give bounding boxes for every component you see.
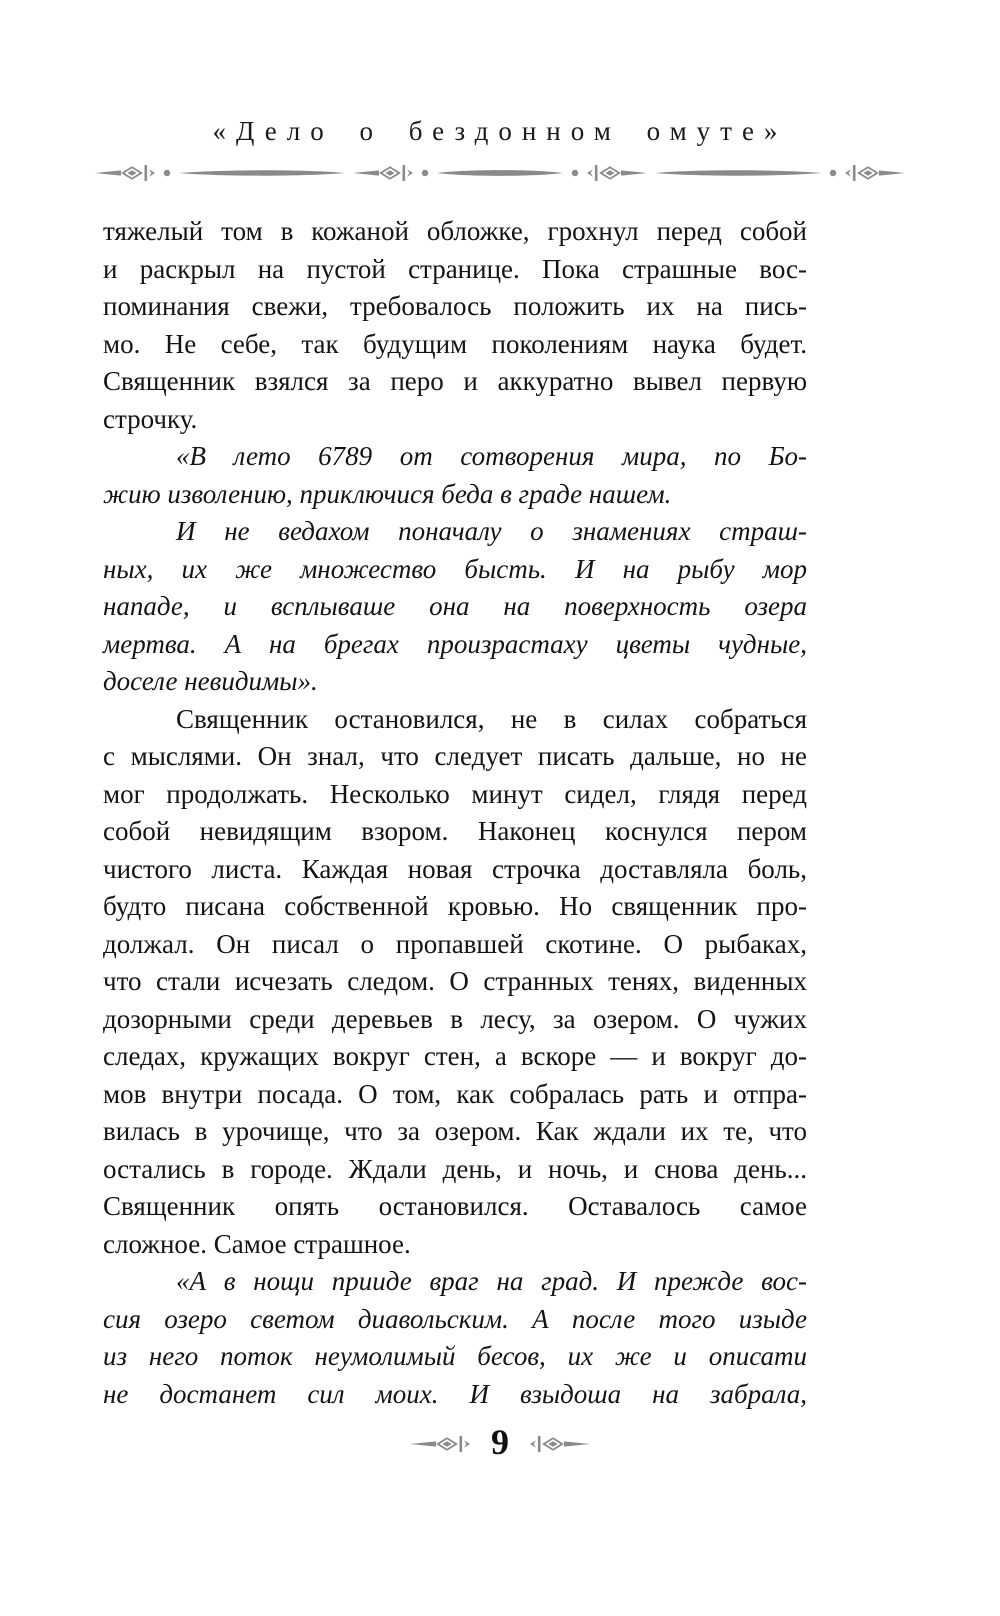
text-line: тяжелый том в кожаной обложке, грохнул перед собой bbox=[103, 216, 807, 246]
text-line: жию изволению, приключися беда в граде нашем. bbox=[103, 478, 672, 509]
text-line: будто писана собственной кровью. Но священник про- bbox=[103, 891, 807, 921]
text-line: должал. Он писал о пропавшей скотине. О рыбаках, bbox=[103, 928, 807, 959]
text-line: собой невидящим взором. Наконец коснулся пером bbox=[103, 816, 807, 846]
text-line: мертва. А на брегах произрастаху цветы чудные, bbox=[103, 628, 807, 659]
text-line: «А в нощи прииде враг на град. И прежде вос- bbox=[176, 1266, 807, 1296]
paragraph bbox=[103, 213, 807, 438]
text-line: доселе невидимы». bbox=[103, 666, 318, 696]
text-line: И не ведахом поначалу о знамениях страш- bbox=[176, 516, 807, 546]
text-line: остались в городе. Ждали день, и ночь, и снова день... bbox=[103, 1153, 807, 1184]
text-line: мо. Не себе, так будущим поколениям наука будет. bbox=[103, 328, 807, 359]
text-line: мог продолжать. Несколько минут сидел, глядя перед bbox=[103, 778, 807, 809]
text-line: ных, их же множество бысть. И на рыбу мор bbox=[103, 553, 807, 584]
text-line: нападе, и всплываше она на поверхность озера bbox=[103, 591, 807, 621]
text-line: и раскрыл на пустой странице. Пока страшные вос- bbox=[103, 253, 807, 284]
text-line: с мыслями. Он знал, что следует писать дальше, но не bbox=[103, 741, 807, 771]
paragraph bbox=[103, 1263, 807, 1413]
text-line: строчку. bbox=[103, 403, 198, 434]
paragraph bbox=[103, 438, 807, 513]
text-line: дозорными среди деревьев в лесу, за озером. О чужих bbox=[103, 1003, 807, 1034]
text-line: «В лето 6789 от сотворения мира, по Бо- bbox=[176, 441, 807, 471]
text-line: не достанет сил моих. И взыдоша на забрала, bbox=[103, 1378, 807, 1409]
text-line: сия озеро светом диавольским. А после того изыде bbox=[103, 1303, 807, 1334]
text-line: следах, кружащих вокруг стен, а вскоре — и вокруг до- bbox=[103, 1041, 807, 1071]
text-line: вилась в урочище, что за озером. Как ждали их те, что bbox=[103, 1116, 807, 1146]
paragraph bbox=[103, 701, 807, 1264]
page-number: 9 bbox=[491, 1422, 509, 1462]
text-line: чистого листа. Каждая новая строчка доставляла боль, bbox=[103, 853, 807, 884]
text-line: Священник остановился, не в силах собраться bbox=[176, 703, 807, 734]
text-line: Священник взялся за перо и аккуратно вывел первую bbox=[103, 366, 807, 396]
text-line: Священник опять остановился. Оставалось самое bbox=[103, 1191, 807, 1221]
paragraph bbox=[103, 513, 807, 701]
text-block bbox=[103, 213, 807, 1413]
text-line: сложное. Самое страшное. bbox=[103, 1228, 411, 1259]
text-line: поминания свежи, требовалось положить их на пись- bbox=[103, 291, 807, 321]
footer-ornament-right-icon bbox=[529, 1432, 591, 1456]
running-header: «Дело о бездонном омуте» bbox=[212, 116, 788, 146]
header-divider-ornament bbox=[95, 161, 905, 185]
text-line: мов внутри посада. О том, как собралась рать и отпра- bbox=[103, 1078, 807, 1109]
text-line: что стали исчезать следом. О странных тенях, виденных bbox=[103, 966, 807, 996]
footer-ornament-left-icon bbox=[409, 1432, 471, 1456]
text-line: из него поток неумолимый бесов, их же и описати bbox=[103, 1341, 807, 1371]
footer bbox=[0, 1418, 1000, 1470]
